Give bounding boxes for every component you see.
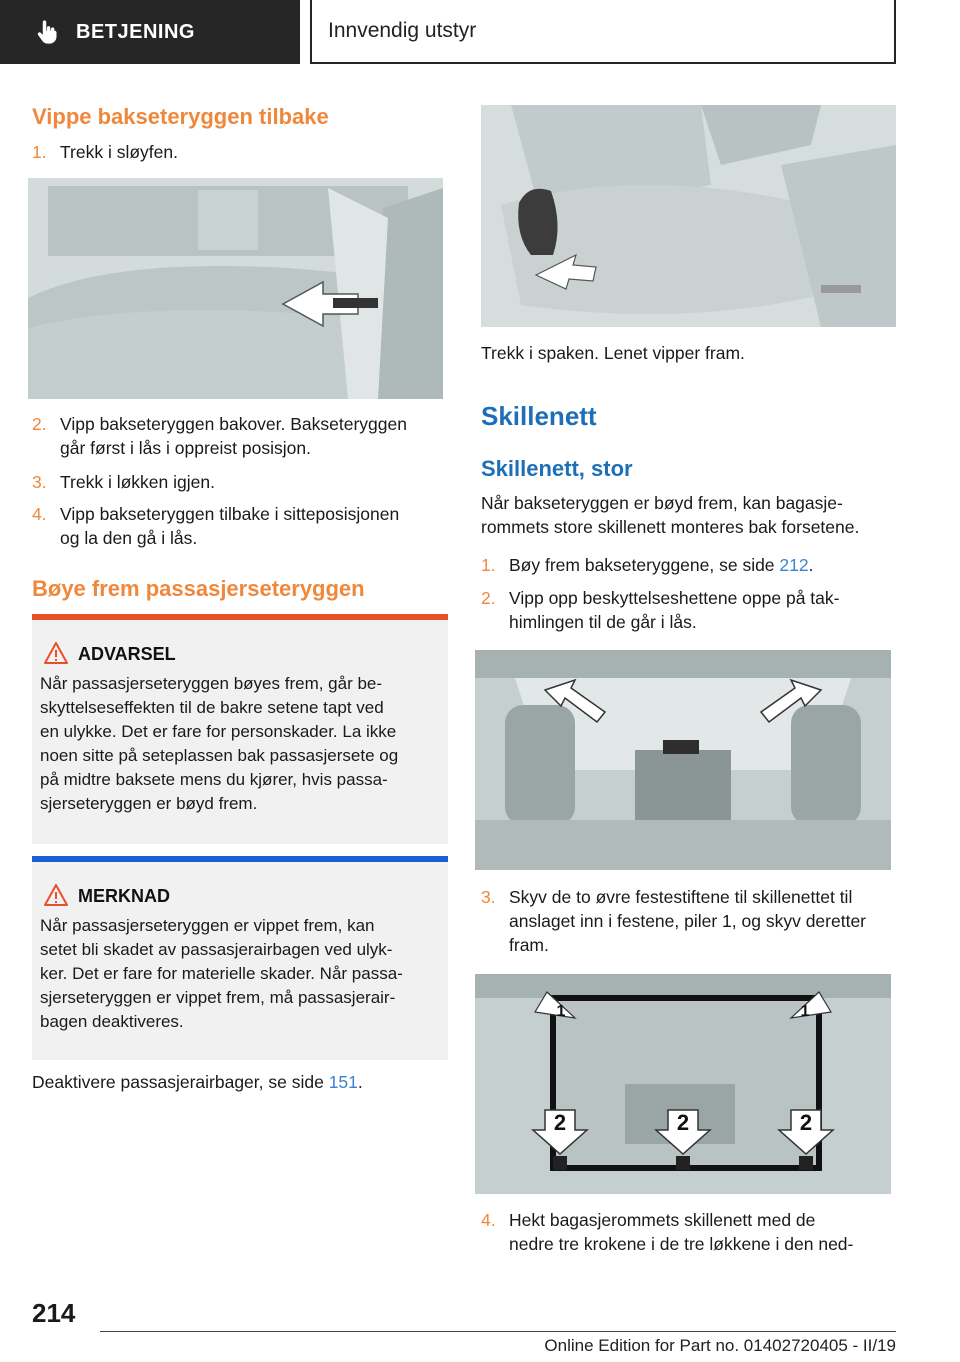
- arrow-label: 1: [556, 1003, 566, 1020]
- warning-triangle-icon: [44, 884, 68, 906]
- hand-pointer-icon: [34, 18, 62, 46]
- header-section-tab: [0, 0, 300, 64]
- warning-title: ADVARSEL: [78, 644, 176, 664]
- notice-text: Når passasjerseteryggen er vippet frem, kan setet bli skadet av passasjerairbagen ved ulyk- ker. Det er fare for materielle skader. Når passa- sjerseteryggen er vippet frem, må passasjerair- bagen deaktiveres.: [40, 916, 403, 1031]
- intro-text: Når bakseteryggen er bøyd frem, kan bagasje- rommets store skillenett monteres bak forsetene.: [481, 493, 860, 537]
- warning-triangle-icon: [44, 642, 68, 664]
- arrow-label: 2: [676, 1110, 690, 1135]
- illustration-seat-lever: [481, 105, 896, 327]
- footer-edition: Online Edition for Part no. 01402720405 - II/19: [544, 1336, 896, 1355]
- arrow-label: 1: [800, 1003, 810, 1020]
- illustration-roof-caps: [475, 650, 891, 870]
- illustration-net-mounting: [475, 974, 891, 1194]
- warning-box: [32, 614, 448, 844]
- header-section-label: BETJENING: [76, 20, 195, 43]
- page-number: 214: [32, 1298, 76, 1328]
- notice-title: MERKNAD: [78, 886, 170, 906]
- notice-bar: [32, 856, 448, 862]
- header-chapter-label: Innvendig utstyr: [328, 19, 477, 42]
- airbag-reference: Deaktivere passasjerairbager, se side 151.: [32, 1072, 363, 1092]
- illustration-rear-seat-loop: [28, 178, 443, 399]
- warning-text: Når passasjerseteryggen bøyes frem, går be- skyttelseseffekten til de bakre setene tapt ved en ulykke. Det er fare for personskader. La ikke noen sitte på seteplassen bak passasjersete og på midtre baksete mens du kjører, hvis passa- sjerseteryggen er bøyd frem.: [40, 674, 399, 813]
- notice-box: [32, 856, 448, 1060]
- heading-boye-frem: Bøye frem passasjerseteryggen: [32, 576, 365, 601]
- heading-vippe-bakseteryggen: Vippe bakseteryggen tilbake: [32, 104, 329, 129]
- page-link-212[interactable]: 212: [779, 555, 809, 575]
- warning-bar: [32, 614, 448, 620]
- arrow-label: 2: [799, 1110, 813, 1135]
- page-link-151[interactable]: 151: [328, 1072, 358, 1092]
- header-chapter: [310, 0, 896, 64]
- heading-skillenett-stor: Skillenett, stor: [481, 456, 633, 481]
- caption-lever: Trekk i spaken. Lenet vipper fram.: [481, 343, 745, 363]
- arrow-label: 2: [553, 1110, 567, 1135]
- heading-skillenett: Skillenett: [481, 401, 597, 431]
- footer-divider: [100, 1331, 896, 1332]
